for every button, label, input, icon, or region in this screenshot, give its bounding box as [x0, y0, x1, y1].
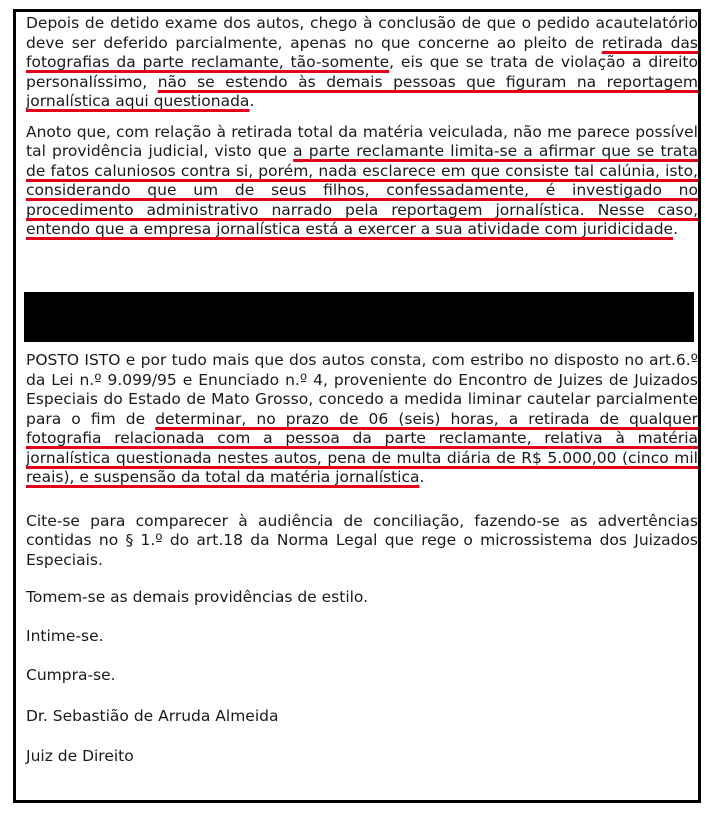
document-body	[26, 14, 698, 240]
text-span: Anoto que, com relação à retirada total da matéria veiculada, não me parece possível tal providência judicial, visto que	[26, 122, 698, 160]
paragraph-3	[26, 351, 698, 488]
text-span: .	[419, 468, 425, 486]
text-span: , eis que se trata de violação a direito personalíssimo,	[26, 53, 698, 91]
signature-name: Dr. Sebastião de Arruda Almeida	[26, 706, 279, 725]
text-span: Depois de detido exame dos autos, chego à conclusão de que o pedido acautelatório deve ser deferido parcialmente, apenas no que concerne ao pleito de	[26, 14, 698, 52]
highlighted-text: determinar, no prazo de 06 (seis) horas, a retirada de qualquer fotografia relacionada com a pessoa da parte reclamante, relativa à matéria jornalística questionada nestes autos, pena de multa diária de R$ 5.000,00 (cinco mil reais), e suspensão da total da matéria jornalística	[26, 409, 698, 486]
signature-title: Juiz de Direito	[26, 747, 134, 765]
paragraph-2	[26, 123, 698, 240]
paragraph-4: Cite-se para comparecer à audiência de conciliação, fazendo-se as advertências contidas no § 1.º do art.18 da Norma Legal que rege o microssistema dos Juizados Especiais.	[26, 511, 698, 569]
paragraph-1	[26, 14, 698, 112]
paragraph-6: Intime-se.	[26, 626, 104, 645]
text-span: POSTO ISTO e por tudo mais que dos autos consta, com estribo no disposto no art.6.º da Lei n.º 9.099/95 e Enunciado n.º 4, proveniente do Encontro de Juizes de Juizados Especiais do Estado de Mato Grosso, concedo a medida liminar cautelar parcialmente para o fim de	[26, 351, 698, 428]
paragraph-5: Tomem-se as demais providências de estilo.	[26, 588, 369, 606]
text-span: .	[673, 220, 679, 238]
text-span: .	[249, 92, 255, 110]
highlighted-text: a parte reclamante limita-se a afirmar que se trata de fatos caluniosos contra si, porém, nada esclarece em que consiste tal calúnia, isto, considerando que um de seus filhos, confessadamente, é investigado no procedimento administrativo narrado pela reportagem jornalística. Nesse caso, entendo que a empresa jornalística está a exercer a sua atividade com juridicidade	[26, 142, 698, 238]
highlighted-text: retirada das fotografias da parte reclamante, tão-somente	[26, 33, 699, 71]
paragraph-7: Cumpra-se.	[26, 666, 116, 684]
redaction-block	[24, 292, 694, 342]
document-body-lower	[26, 351, 698, 767]
highlighted-text: não se estendo às demais pessoas que figuram na reportagem jornalística aqui questionada	[26, 72, 698, 110]
